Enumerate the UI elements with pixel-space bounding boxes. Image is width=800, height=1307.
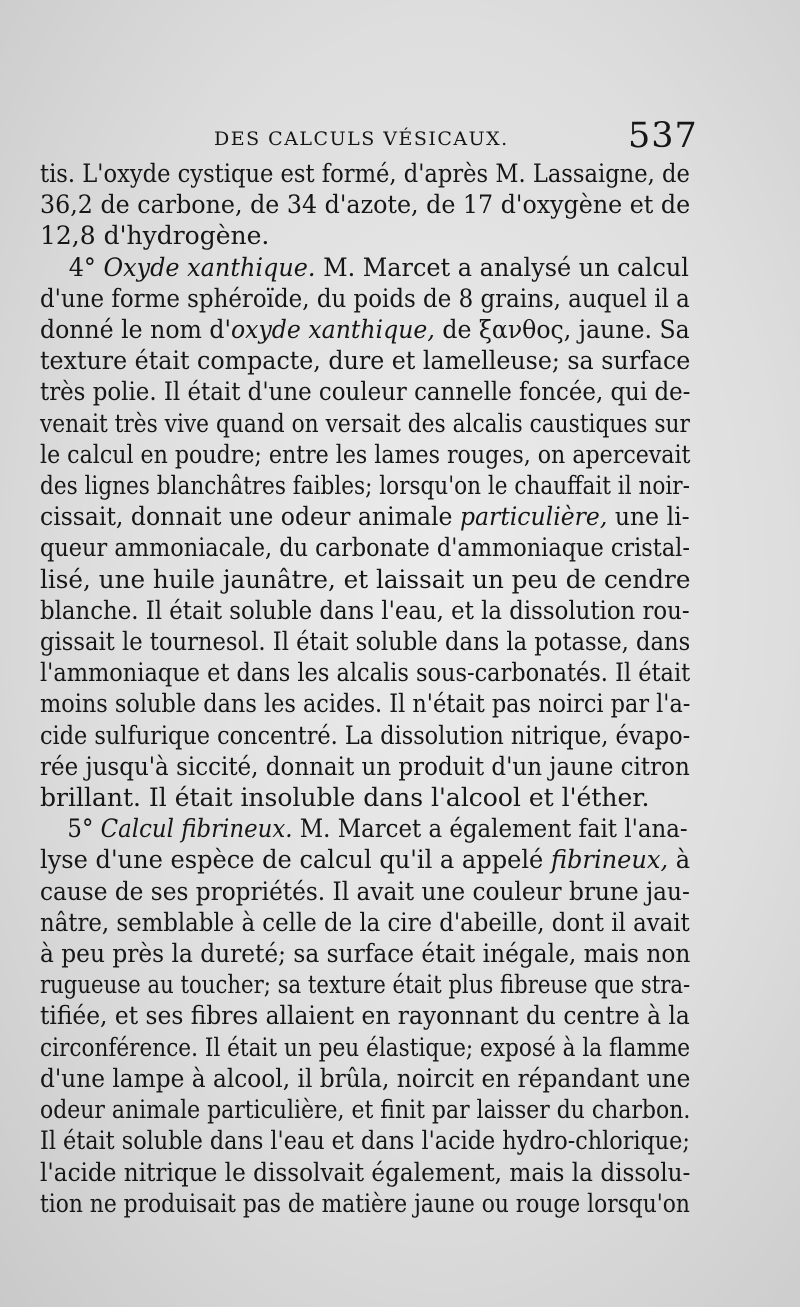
text-line [40, 782, 690, 813]
text-line [40, 314, 690, 345]
text-run: blanche. Il était soluble dans l'eau, et la dissolution rou- [40, 595, 690, 625]
text-line [40, 657, 691, 688]
text-run: cide sulfurique concentré. La dissolution nitrique, évapo- [40, 720, 691, 750]
text-run: 36,2 de carbone, de 34 d'azote, de 17 d'oxygène et de [40, 190, 691, 220]
text-line [40, 938, 691, 969]
text-run: tis. L'oxyde cystique est formé, d'après M. Lassaigne, de [40, 159, 690, 188]
text-run: donné le nom d' [40, 315, 231, 345]
text-run: texture était compacte, dure et lamelleuse; sa surface [40, 346, 691, 376]
text-run: 4° [68, 252, 104, 282]
text-line [40, 969, 691, 1000]
text-run: le calcul en poudre; entre les lames rouges, on apercevait [40, 439, 691, 469]
text-line [40, 813, 688, 844]
italic-run: Calcul fibrineux. [100, 814, 293, 844]
text-run: tifiée, et ses fibres allaient en rayonnant du centre à la [40, 1001, 690, 1031]
page-header [0, 116, 800, 156]
page-number: 537 [628, 116, 698, 156]
text-run: M. Marcet a également fait l'ana- [292, 814, 688, 844]
text-line [40, 1032, 691, 1063]
italic-run: Oxyde xanthique. [103, 252, 316, 282]
text-run: venait très vive quand on versait des alcalis caustiques sur [40, 408, 690, 438]
text-line [40, 220, 690, 251]
text-run: queur ammoniacale, du carbonate d'ammoniaque cristal- [40, 533, 690, 563]
text-line [40, 501, 690, 532]
text-run: odeur animale particulière, et finit par laisser du charbon. [40, 1095, 691, 1125]
text-run: des lignes blanchâtres faibles; lorsqu'on le chauffait il noir- [40, 471, 690, 501]
text-run: moins soluble dans les acides. Il n'était pas noirci par l'a- [40, 689, 691, 719]
text-run: gissait le tournesol. Il était soluble dans la potasse, dans [40, 627, 691, 657]
text-line [40, 1094, 691, 1125]
text-line [40, 1000, 690, 1031]
text-line [40, 1063, 691, 1094]
text-run: M. Marcet a analysé un calcul [315, 252, 689, 282]
italic-run: fibrineux, [550, 845, 669, 875]
text-run: Il était soluble dans l'eau et dans l'acide hydro-chlorique; [40, 1126, 690, 1156]
paragraph [40, 252, 690, 814]
text-run: tion ne produisait pas de matière jaune ou rouge lorsqu'on [40, 1188, 690, 1218]
text-line [40, 688, 691, 719]
text-line [40, 626, 691, 657]
text-line [40, 532, 690, 563]
text-run: nâtre, semblable à celle de la cire d'abeille, dont il avait [40, 907, 690, 937]
text-run: rugueuse au toucher; sa texture était plus fibreuse que stra- [40, 970, 691, 1000]
text-run: lyse d'une espèce de calcul qu'il a appelé [40, 845, 551, 875]
text-line [40, 439, 691, 470]
text-run: brillant. Il était insoluble dans l'alcool et l'éther. [40, 783, 650, 813]
paragraph [40, 158, 690, 252]
text-run: à [668, 845, 691, 875]
text-run: rée jusqu'à siccité, donnait un produit d'un jaune citron [40, 751, 690, 781]
text-line [40, 907, 690, 938]
text-line [40, 1157, 691, 1188]
italic-run: oxyde xanthique, [230, 315, 435, 345]
text-line [40, 844, 691, 875]
text-line [40, 1188, 690, 1219]
text-run: à peu près la dureté; sa surface était inégale, mais non [40, 939, 691, 969]
text-line [40, 189, 691, 220]
text-line [40, 408, 690, 439]
text-line [40, 345, 691, 376]
text-run: une li- [607, 502, 690, 532]
text-run: lisé, une huile jaunâtre, et laissait un peu de cendre [40, 564, 691, 594]
text-line [40, 376, 691, 407]
text-run: l'ammoniaque et dans les alcalis sous-carbonatés. Il était [40, 658, 691, 688]
running-title: DES CALCULS VÉSICAUX. [214, 128, 509, 150]
text-run: 12,8 d'hydrogène. [40, 221, 270, 251]
text-line [40, 876, 690, 907]
text-line [40, 751, 690, 782]
text-run: très polie. Il était d'une couleur cannelle foncée, qui de- [40, 377, 691, 407]
text-run: d'une forme sphéroïde, du poids de 8 grains, auquel il a [40, 283, 690, 313]
text-line [40, 158, 690, 189]
text-run: d'une lampe à alcool, il brûla, noircit en répandant une [40, 1063, 691, 1093]
text-line [40, 470, 690, 501]
paragraph [40, 813, 690, 1219]
text-run: l'acide nitrique le dissolvait également, mais la dissolu- [40, 1157, 691, 1187]
text-run: cissait, donnait une odeur animale [40, 502, 460, 532]
text-run: cause de ses propriétés. Il avait une couleur brune jau- [40, 876, 690, 906]
text-line [40, 595, 690, 626]
text-line [40, 1125, 690, 1156]
text-run: de ξανθος, jaune. Sa [434, 315, 690, 345]
text-line [40, 720, 691, 751]
text-line [40, 283, 690, 314]
text-line [40, 564, 691, 595]
text-run: circonférence. Il était un peu élastique; exposé à la flamme [40, 1032, 691, 1062]
italic-run: particulière, [459, 502, 608, 532]
text-run: 5° [67, 814, 101, 844]
body-text [40, 158, 690, 1219]
text-line [40, 252, 689, 283]
